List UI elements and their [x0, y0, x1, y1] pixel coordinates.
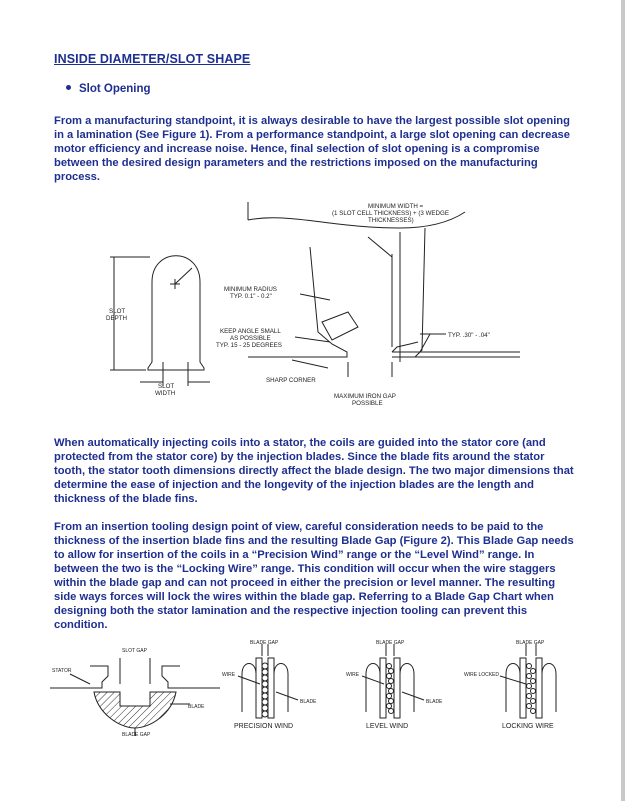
bullet-dot-icon — [66, 85, 71, 90]
figure-2-blade-gap-diagrams — [50, 636, 570, 736]
fig2-label-blade-a: BLADE — [188, 704, 205, 710]
bullet-label: Slot Opening — [79, 83, 151, 95]
bullet-item — [66, 83, 151, 95]
fig2-label-stator: STATOR — [52, 668, 72, 674]
panel-stator-section — [50, 658, 220, 736]
paragraph-blade-gap: From an insertion tooling design point of view, careful consideration needs to be paid to the thickness of the insertion blade fins and the resulting Blade Gap (Figure 2). This Blade Gap needs to allow for insertion of the coils in a “Precision Wind” range or the “Level Wind” range. In between the two is the “Locking Wire” range. This condition will occur when the wire staggers within the blade gap and can not proceed in either the precision or level manner. The resulting side ways forces will lock the wires within the blade gap. Referring to a Blade Gap Chart when designing both the stator lamination and the respective injection tooling can prevent this condition. — [54, 521, 574, 631]
fig1-label-min-radius-1: MINIMUM RADIUS — [224, 286, 277, 293]
slot-outline — [148, 256, 204, 370]
precision-wire-stack — [262, 663, 268, 717]
fig2-label-blade-gap-c: BLADE GAP — [376, 640, 405, 646]
fig2-label-blade-b: BLADE — [300, 699, 317, 705]
fig1-label-max-gap-2: POSSIBLE — [352, 400, 383, 407]
fig1-label-slot-width-1: SLOT — [158, 383, 175, 390]
fig2-label-blade-gap-b: BLADE GAP — [250, 640, 279, 646]
panel-precision-wind — [238, 644, 298, 718]
fig1-label-slot-depth-2: DEPTH — [106, 315, 127, 322]
fig2-label-wire-locked: WIRE LOCKED — [464, 672, 500, 678]
fig1-label-min-radius-2: TYP. 0.1" - 0.2" — [230, 293, 272, 300]
level-wire-stack — [387, 664, 394, 714]
fig2-label-slot-gap: SLOT GAP — [122, 648, 147, 654]
paragraph-injection-blades: When automatically injecting coils into a stator, the coils are guided into the stator core (and protected from the stator core) by the injection blades. Since the blade fits around the stator tooth, the stator tooth dimensions directly affect the blade design. The two major dimensions that determine the ease of injection and the longevity of the injection blades are the length and thickness of the blade fins. — [54, 437, 574, 505]
panel-locking-wire — [500, 644, 556, 718]
fig2-label-blade-c: BLADE — [426, 699, 443, 705]
fig2-caption-locking-wire: LOCKING WIRE — [502, 723, 554, 730]
fig2-caption-precision-wind: PRECISION WIND — [234, 723, 294, 730]
panel-level-wind — [362, 644, 424, 718]
page-edge-shadow — [621, 0, 625, 801]
paragraph-slot-opening: From a manufacturing standpoint, it is always desirable to have the largest possible slot opening in a lamination (See Figure 1). From a performance standpoint, a large slot opening can decrease motor efficiency and increase noise. Hence, final selection of slot opening is a compromise between the desired design parameters and the restrictions imposed on the manufacturing process. — [54, 115, 570, 183]
fig1-label-min-width-3: THICKNESSES) — [368, 217, 414, 224]
figure-1-slot-diagram — [100, 192, 520, 417]
fig1-label-keep-angle-2: AS POSSIBLE — [230, 335, 271, 342]
fig1-label-keep-angle-3: TYP. 15 - 25 DEGREES — [216, 342, 282, 349]
section-heading: INSIDE DIAMETER/SLOT SHAPE — [54, 52, 251, 66]
fig2-label-blade-gap-d: BLADE GAP — [516, 640, 545, 646]
fig1-label-max-gap-1: MAXIMUM IRON GAP — [334, 393, 396, 400]
fig1-label-min-width-2: (1 SLOT CELL THICKNESS) + (3 WEDGE — [332, 210, 449, 217]
fig2-label-wire-b: WIRE — [222, 672, 236, 678]
locking-wire-stack — [527, 664, 536, 714]
fig1-label-slot-width-2: WIDTH — [155, 390, 176, 397]
fig1-label-slot-depth-1: SLOT — [109, 308, 126, 315]
fig2-label-wire-c: WIRE — [346, 672, 360, 678]
fig2-caption-level-wind: LEVEL WIND — [366, 723, 409, 730]
fig1-label-min-width-1: MINIMUM WIDTH = — [368, 203, 424, 210]
fig2-label-blade-gap-a: BLADE GAP — [122, 732, 151, 736]
fig1-label-sharp-corner: SHARP CORNER — [266, 377, 316, 384]
fig1-label-typ: TYP. .30" - .04" — [448, 332, 490, 339]
fig1-label-keep-angle-1: KEEP ANGLE SMALL — [220, 328, 281, 335]
